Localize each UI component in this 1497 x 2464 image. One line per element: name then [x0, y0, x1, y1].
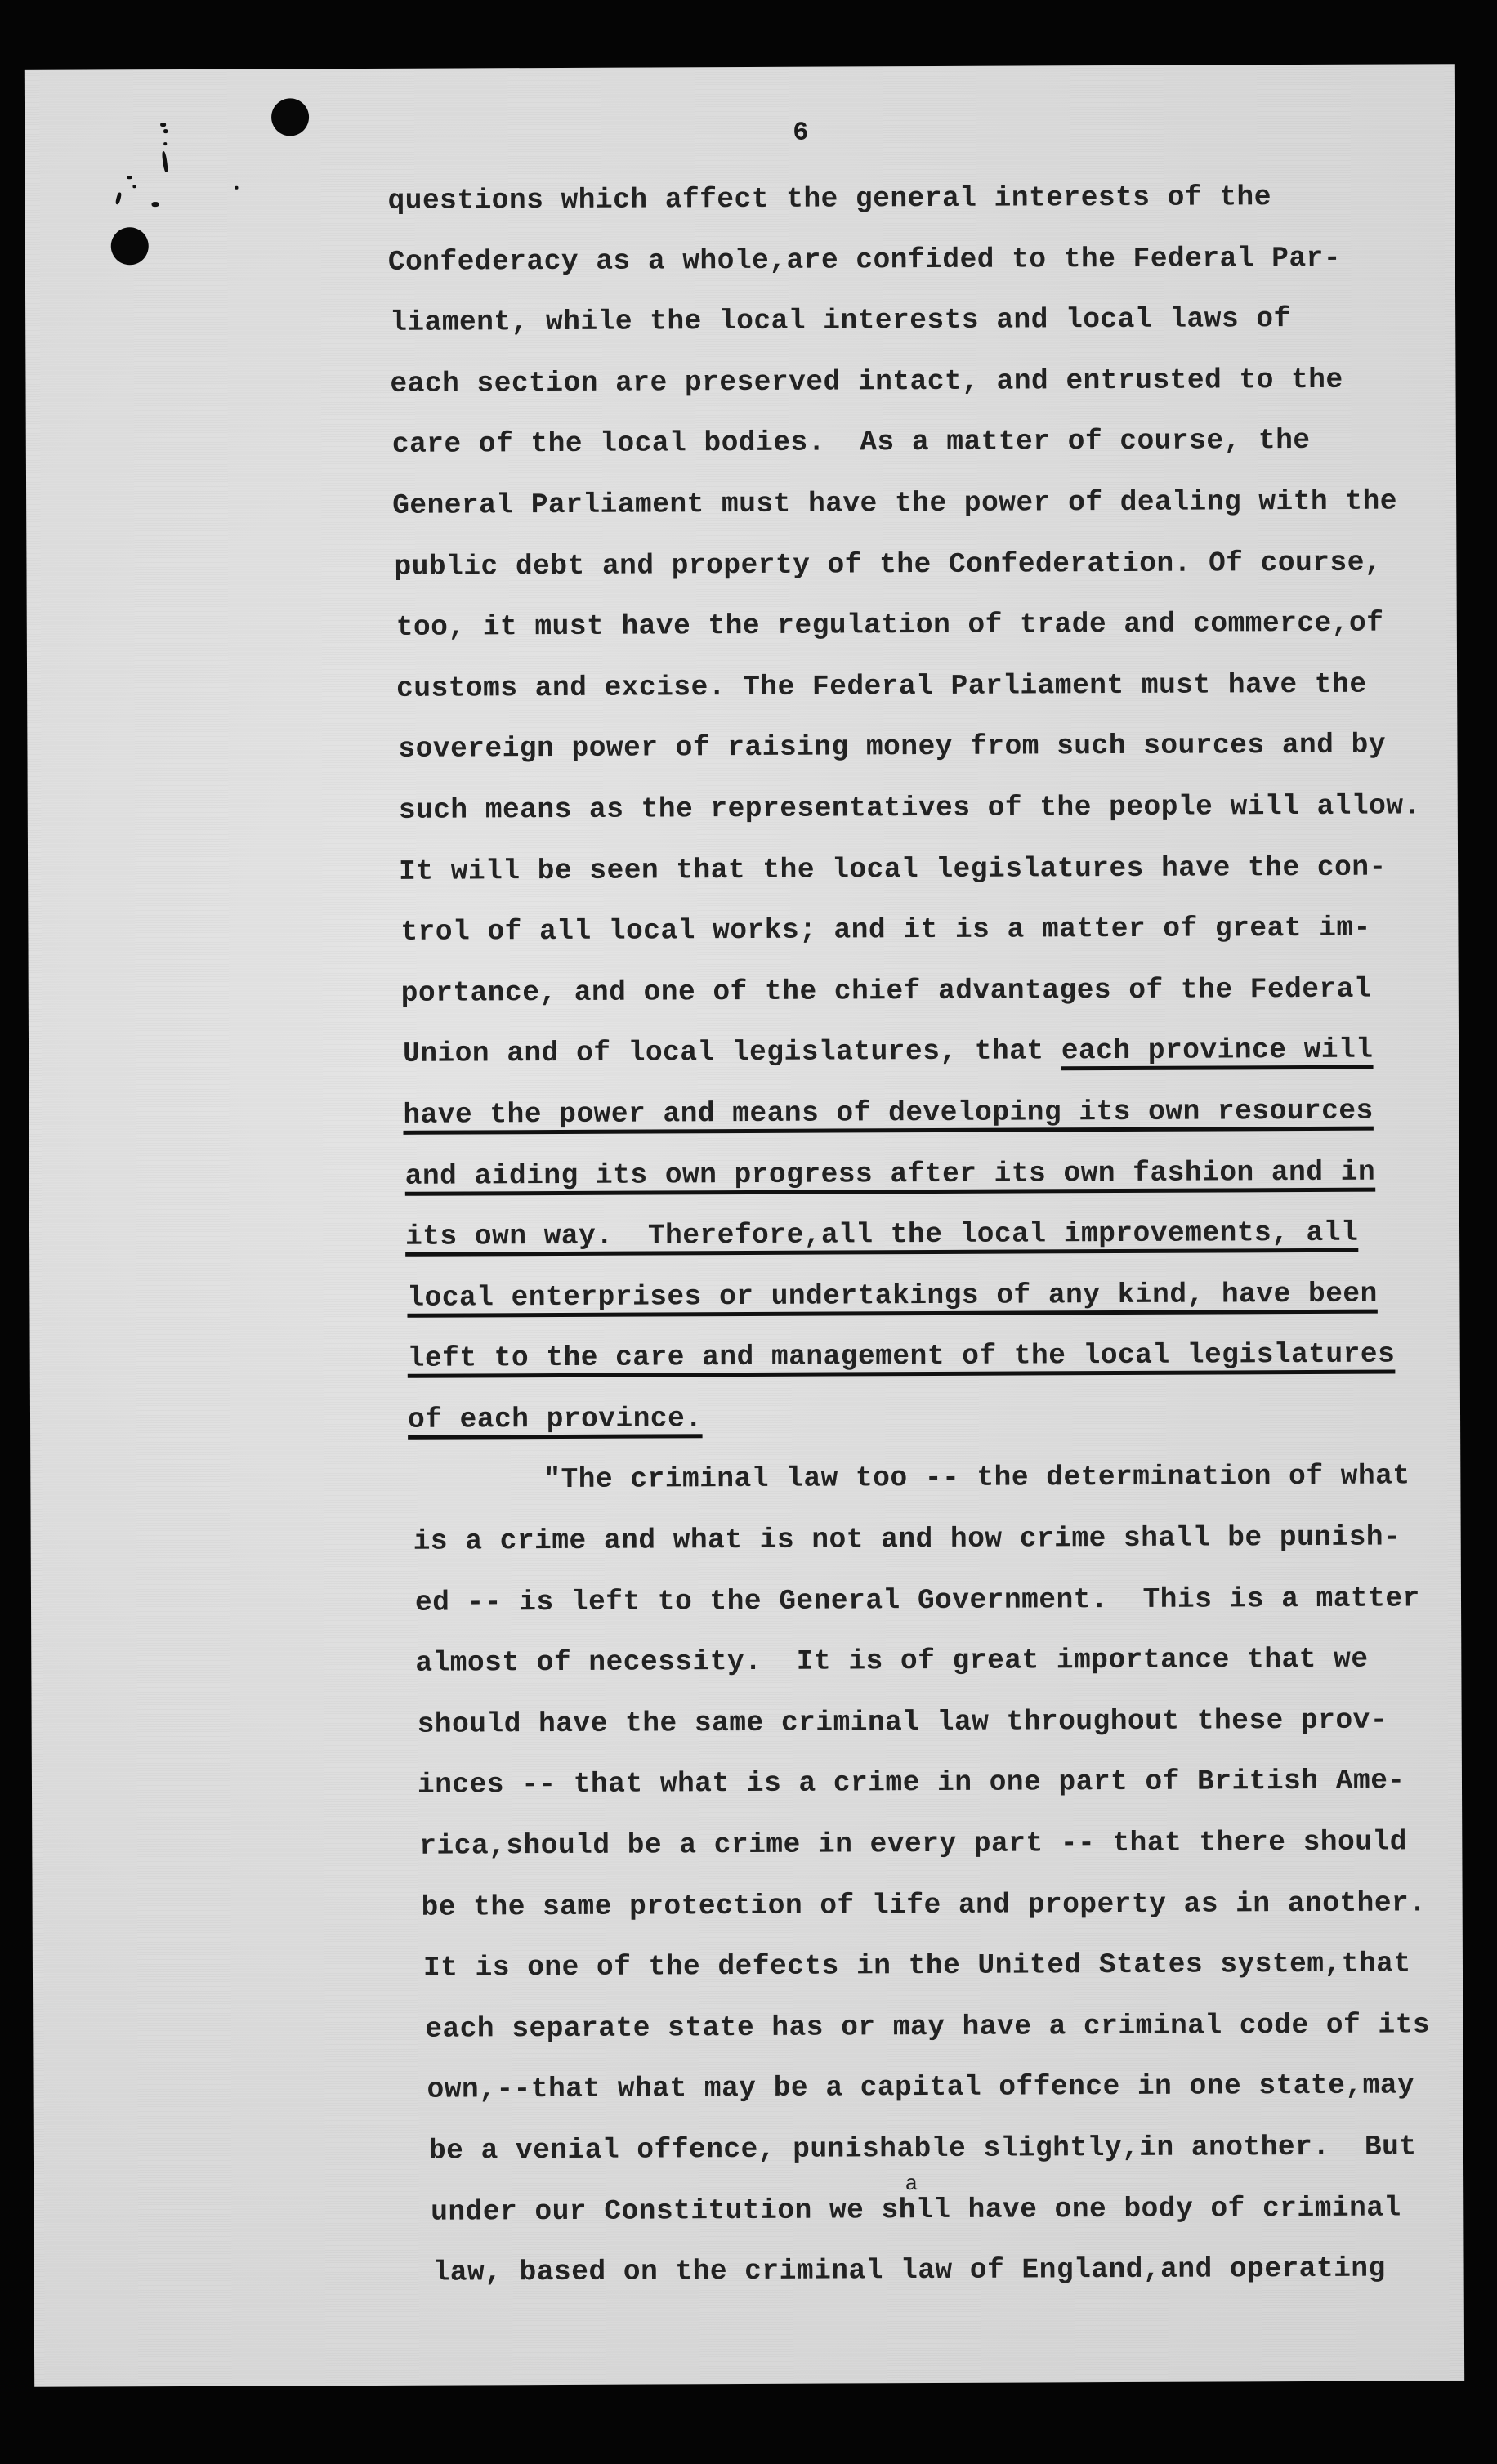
- text-line: [398, 715, 1477, 780]
- text-line: [400, 898, 1477, 963]
- punch-hole-icon: [271, 98, 309, 136]
- line-text: trol of all local works; and it is a matter of great im-: [400, 912, 1371, 949]
- punch-hole-icon: [111, 227, 149, 265]
- text-line: [408, 1324, 1480, 1390]
- line-text: hll: [898, 2194, 951, 2226]
- ink-marks: [82, 102, 212, 185]
- line-text: too, it must have the regulation of trade and commerce,of: [395, 607, 1384, 645]
- text-line: [405, 1203, 1479, 1268]
- underlined-text: its own way. Therefore,all the local improvements, all: [404, 1216, 1359, 1253]
- text-line: [403, 1081, 1478, 1146]
- inserted-letter: a: [905, 2171, 918, 2196]
- document-body: [387, 167, 1483, 2305]
- text-line: [418, 1752, 1481, 1817]
- page-number: 6: [793, 117, 809, 148]
- text-line: [427, 2056, 1482, 2121]
- text-line: [392, 410, 1476, 475]
- text-line: [405, 1142, 1479, 1207]
- line-text: each section are preserved intact, and entrusted to the: [390, 364, 1343, 400]
- line-text: It is one of the defects in the United States system,that: [422, 1948, 1411, 1984]
- line-text: should have the same criminal law throughout these prov-: [417, 1704, 1388, 1741]
- line-text: customs and excise. The Federal Parliament must have the: [396, 668, 1367, 705]
- text-line: [399, 837, 1477, 903]
- text-line: [419, 1812, 1481, 1877]
- text-line: [387, 167, 1474, 232]
- line-text: portance, and one of the chief advantages of the Federal: [400, 973, 1372, 1010]
- line-text: ed -- is left to the General Government. This is a matter: [414, 1582, 1420, 1619]
- text-line: [413, 1507, 1481, 1573]
- underlined-text: local enterprises or undertakings of any kind, have been: [407, 1278, 1378, 1315]
- text-line: [396, 654, 1477, 720]
- line-text: General Parliament must have the power of dealing with the: [392, 485, 1398, 522]
- text-line: [403, 1020, 1478, 1085]
- underlined-text: left to the care and management of the local legislatures: [407, 1338, 1396, 1376]
- line-text: law, based on the criminal law of England,and operating: [432, 2252, 1386, 2289]
- text-line: [401, 959, 1478, 1024]
- line-text: It will be seen that the local legislatures have the con-: [399, 851, 1387, 888]
- line-text: under our Constitution we s: [431, 2194, 899, 2229]
- text-line: [394, 533, 1476, 598]
- text-line: [407, 1264, 1479, 1329]
- text-line: [396, 593, 1477, 658]
- text-line: [415, 1569, 1481, 1634]
- line-text: rica,should be a crime in every part -- that there should: [419, 1826, 1407, 1863]
- underlined-text: and aiding its own progress after its own fashion and in: [404, 1156, 1376, 1193]
- text-line: [425, 1995, 1482, 2060]
- line-text: inces -- that what is a crime in one part of British Ame-: [417, 1765, 1405, 1802]
- line-text: each separate state has or may have a criminal code of its: [425, 2009, 1431, 2046]
- text-line: [415, 1629, 1481, 1694]
- underlined-text: of each province.: [407, 1403, 703, 1436]
- line-text: almost of necessity. It is of great importance that we: [415, 1643, 1369, 1681]
- line-text: Union and of local legislatures, that: [402, 1035, 1061, 1071]
- line-text: have one body of criminal: [950, 2192, 1401, 2226]
- underlined-text: have the power and means of developing its own resources: [403, 1095, 1374, 1132]
- line-text: "The criminal law too -- the determination of what: [543, 1460, 1410, 1497]
- line-text: public debt and property of the Confederation. Of course,: [394, 547, 1383, 583]
- line-text: own,--that what may be a capital offence in one state,may: [427, 2069, 1415, 2107]
- text-line: [392, 471, 1476, 537]
- text-line: [388, 228, 1475, 293]
- line-text: care of the local bodies. As a matter of course, the: [391, 425, 1311, 462]
- handwritten-correction: [898, 2171, 951, 2226]
- text-line: [421, 1873, 1481, 1939]
- text-line: [390, 288, 1475, 354]
- text-line: [429, 2117, 1483, 2182]
- text-line: [390, 350, 1475, 415]
- line-text: be the same protection of life and property as in another.: [421, 1886, 1427, 1924]
- document-page: [25, 64, 1464, 2387]
- text-line: [408, 1386, 1480, 1451]
- line-text: Confederacy as a whole,are confided to the Federal Par-: [387, 242, 1342, 279]
- text-line: [399, 776, 1477, 841]
- text-line: [418, 1690, 1481, 1756]
- line-text: questions which affect the general interests of the: [387, 181, 1271, 217]
- line-text: such means as the representatives of the people will allow.: [398, 790, 1421, 827]
- text-line: [423, 1934, 1482, 1999]
- text-line: [411, 1447, 1480, 1512]
- line-text: liament, while the local interests and local laws of: [390, 303, 1291, 340]
- text-line: [431, 2171, 1483, 2243]
- line-text: sovereign power of raising money from such sources and by: [398, 729, 1387, 766]
- underlined-text: each province will: [1061, 1033, 1374, 1068]
- line-text: is a crime and what is not and how crime shall be punish-: [413, 1521, 1401, 1558]
- text-line: [432, 2239, 1483, 2304]
- line-text: be a venial offence, punishable slightly,in another. But: [428, 2131, 1417, 2167]
